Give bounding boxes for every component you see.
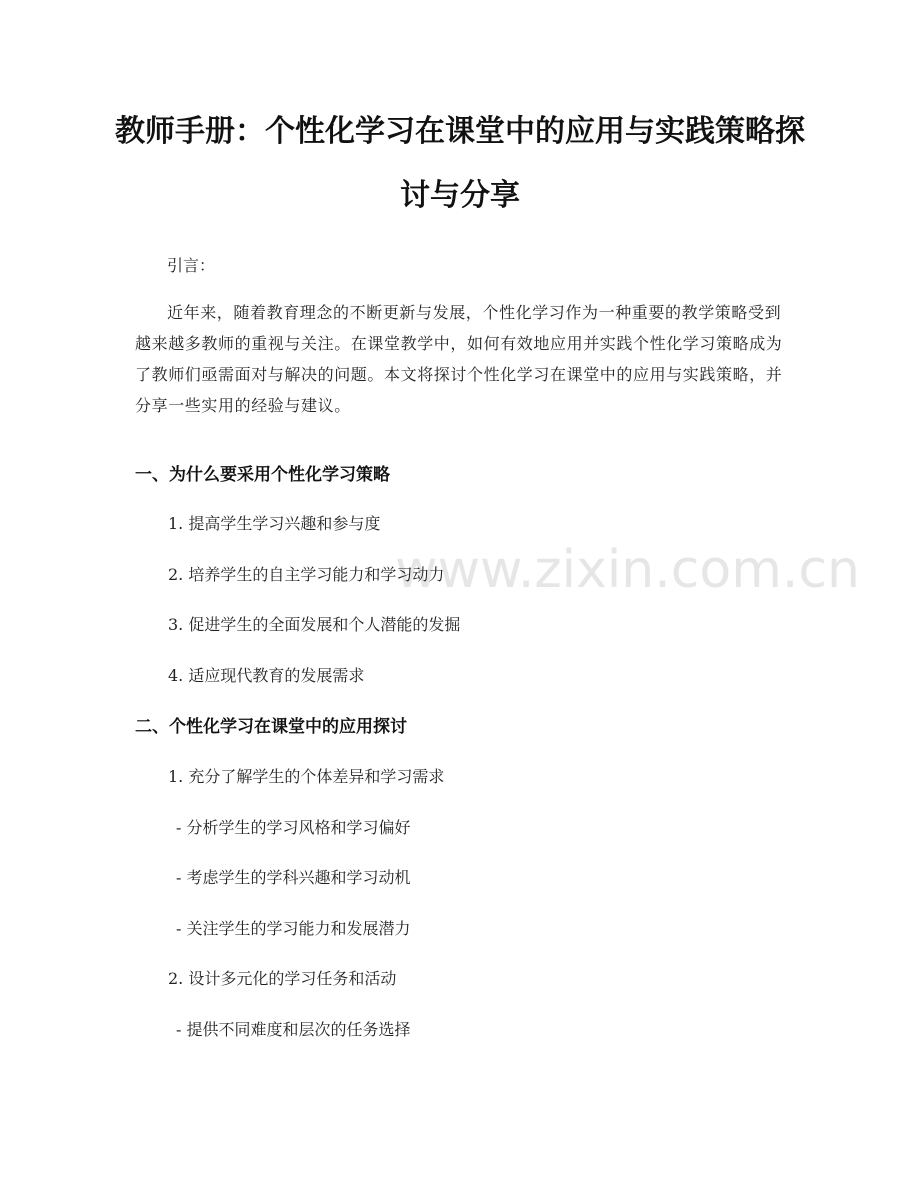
list-item: 1. 提高学生学习兴趣和参与度 [168,514,381,533]
section-heading-1: 一、为什么要采用个性化学习策略 [135,465,390,485]
sub-list-item: - 提供不同难度和层次的任务选择 [176,1020,411,1039]
intro-paragraph: 近年来，随着教育理念的不断更新与发展，个性化学习作为一种重要的教学策略受到越来越多教师的重视与关注。在课堂教学中，如何有效地应用并实践个性化学习策略成为了教师们亟需面对与解决的问题。本文将探讨个性化学习在课堂中的应用与实践策略，并分享一些实用的经验与建议。 [135,303,783,415]
sub-list-item: - 分析学生的学习风格和学习偏好 [176,818,411,837]
document-title: 教师手册：个性化学习在课堂中的应用与实践策略探讨与分享 [115,114,805,213]
intro-label: 引言： [167,256,216,275]
list-item: 3. 促进学生的全面发展和个人潜能的发掘 [168,615,461,634]
sub-list-item: - 考虑学生的学科兴趣和学习动机 [176,868,411,887]
list-item: 1. 充分了解学生的个体差异和学习需求 [168,767,445,786]
list-item: 4. 适应现代教育的发展需求 [168,666,365,685]
watermark-text: www.zixin.com.cn [395,540,860,600]
list-item: 2. 培养学生的自主学习能力和学习动力 [168,565,445,584]
sub-list-item: - 关注学生的学习能力和发展潜力 [176,919,411,938]
section-heading-2: 二、个性化学习在课堂中的应用探讨 [135,717,407,737]
list-item: 2. 设计多元化的学习任务和活动 [168,969,397,988]
